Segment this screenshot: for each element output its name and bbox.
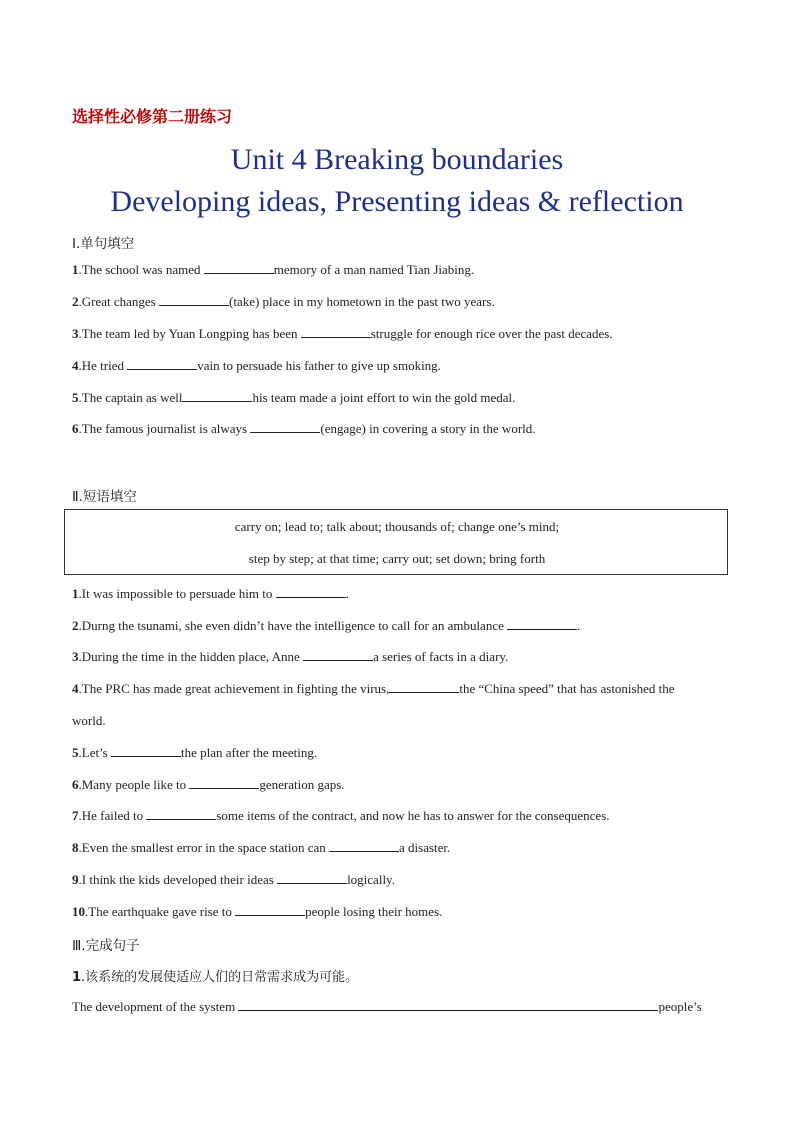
answer-blank[interactable]: [238, 999, 658, 1011]
answer-blank[interactable]: [277, 872, 347, 884]
phrase-bank-line-1: carry on; lead to; talk about; thousands of; change one’s mind;: [234, 519, 560, 534]
section-1-heading: Ⅰ.单句填空: [72, 236, 135, 252]
answer-blank[interactable]: [204, 262, 274, 274]
section-3-heading: Ⅲ.完成句子: [72, 938, 140, 954]
s2-question-6: 6.Many people like to generation gaps.: [72, 777, 345, 792]
series-label: 选择性必修第二册练习: [72, 107, 233, 126]
phrase-bank-line-2: step by step; at that time; carry out; set down; bring forth: [248, 551, 546, 566]
answer-blank[interactable]: [303, 649, 373, 661]
section-2-heading: Ⅱ.短语填空: [72, 489, 137, 505]
answer-blank[interactable]: [235, 904, 305, 916]
s2-question-4: 4.The PRC has made great achievement in fighting the virus, the “China speed” that has astonished the: [72, 681, 675, 696]
answer-blank[interactable]: [389, 681, 459, 693]
s3-question-1-chinese: 1.该系统的发展使适应人们的日常需求成为可能。: [72, 970, 359, 985]
s1-question-5: 5.The captain as well his team made a joint effort to win the gold medal.: [72, 390, 516, 405]
s2-question-1: 1.It was impossible to persuade him to .: [72, 586, 349, 601]
unit-title: Unit 4 Breaking boundaries: [230, 143, 564, 176]
answer-blank[interactable]: [189, 777, 259, 789]
answer-blank[interactable]: [301, 326, 371, 338]
s2-question-5: 5.Let’s the plan after the meeting.: [72, 745, 318, 760]
s2-question-10: 10.The earthquake gave rise to people losing their homes.: [72, 904, 443, 919]
s2-question-7: 7.He failed to some items of the contract, and now he has to answer for the consequences.: [72, 808, 610, 823]
answer-blank[interactable]: [276, 586, 346, 598]
s3-question-1-english: The development of the system people’s: [72, 999, 702, 1014]
s2-question-8: 8.Even the smallest error in the space station can a disaster.: [72, 840, 451, 855]
answer-blank[interactable]: [329, 840, 399, 852]
s2-question-4-continued: world.: [72, 713, 106, 728]
s1-question-6: 6.The famous journalist is always (engage) in covering a story in the world.: [72, 421, 536, 436]
s2-question-2: 2.Durng the tsunami, she even didn’t have the intelligence to call for an ambulance .: [72, 618, 581, 633]
s2-question-3: 3.During the time in the hidden place, Anne a series of facts in a diary.: [72, 649, 509, 664]
lesson-title: Developing ideas, Presenting ideas & reflection: [110, 185, 684, 218]
s1-question-4: 4.He tried vain to persuade his father to give up smoking.: [72, 358, 441, 373]
phrase-bank-box: [64, 509, 728, 575]
answer-blank[interactable]: [111, 745, 181, 757]
answer-blank[interactable]: [250, 421, 320, 433]
answer-blank[interactable]: [507, 618, 577, 630]
answer-blank[interactable]: [127, 358, 197, 370]
s1-question-3: 3.The team led by Yuan Longping has been struggle for enough rice over the past decades.: [72, 326, 613, 341]
answer-blank[interactable]: [182, 390, 252, 402]
answer-blank[interactable]: [159, 294, 229, 306]
s1-question-1: 1.The school was named memory of a man named Tian Jiabing.: [72, 262, 475, 277]
s2-question-9: 9.I think the kids developed their ideas logically.: [72, 872, 395, 887]
answer-blank[interactable]: [146, 808, 216, 820]
s1-question-2: 2.Great changes (take) place in my hometown in the past two years.: [72, 294, 495, 309]
